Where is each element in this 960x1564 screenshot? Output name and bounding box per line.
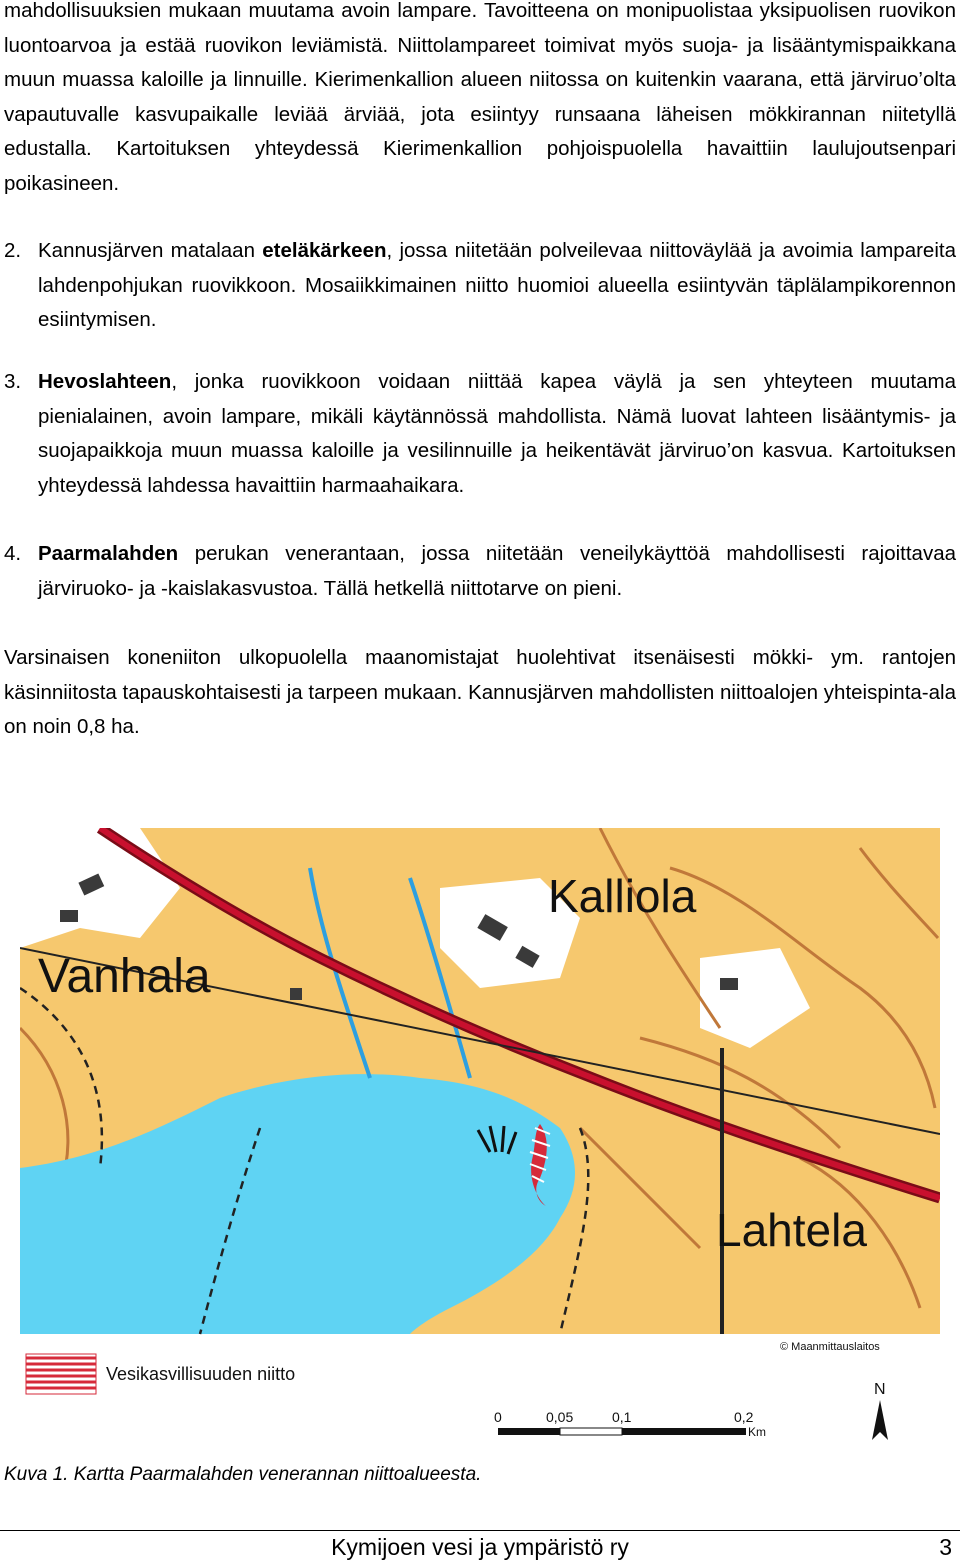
item-paragraph-4 xyxy=(38,537,956,606)
north-arrow xyxy=(872,1381,888,1440)
place-label-lahtela: Lahtela xyxy=(716,1204,867,1256)
map-figure xyxy=(20,828,940,1454)
place-label-kalliola: Kalliola xyxy=(548,870,697,922)
footer-organization: Kymijoen vesi ja ympäristö ry xyxy=(331,1534,629,1560)
scale-bar xyxy=(494,1409,766,1439)
item-text-after: perukan venerantaan, jossa niitetään veneilykäyttöä mahdollisesti rajoittavaa järviruoko- ja -kaislakasvustoa. Tällä hetkellä niittotarve on pieni. xyxy=(38,542,956,600)
item-paragraph-3 xyxy=(38,365,956,503)
item-text-before: Kannusjärven matalaan xyxy=(38,239,263,262)
item-number: 3. xyxy=(4,370,22,393)
figure-caption: Kuva 1. Kartta Paarmalahden venerannan niittoalueesta. xyxy=(4,1464,482,1485)
item-paragraph-2 xyxy=(38,234,956,338)
legend-label: Vesikasvillisuuden niitto xyxy=(106,1364,296,1384)
item-text-after: , jossa niitetään polveilevaa niittoväylää ja avoimia lampareita lahdenpohjukan ruovikkoon. Mosaiikkimainen niitto huomioi alueella esiintyvän täplälampikorennon esiintymisen. xyxy=(38,239,956,331)
item-text-after: , jonka ruovikkoon voidaan niittää kapea väylä ja sen yhteyteen muutama pienialainen, avoin lampare, mikäli käytännössä mahdollista. Nämä luovat lahteen lisääntymis- ja suojapaikkoja muun muassa kaloille ja vesilinnuille ja heikentävät järviruo’on kasvua. Kartoituksen yhteydessä lahdessa havaittiin harmaahaikara. xyxy=(38,370,956,497)
scale-tick-label: 0,2 xyxy=(734,1409,754,1425)
closing-paragraph: Varsinaisen koneniiton ulkopuolella maanomistajat huolehtivat itsenäisesti mökki- ym. rantojen käsinniitosta tapauskohtaisesti ja tarpeen mukaan. Kannusjärven mahdollisten niittoalojen yhteispinta-ala on noin 0,8 ha. xyxy=(4,646,956,738)
north-arrow-icon xyxy=(872,1400,888,1440)
scale-tick-label: 0,05 xyxy=(546,1409,574,1425)
scale-tick-label: 0,1 xyxy=(612,1409,632,1425)
footer-divider xyxy=(0,1530,960,1531)
north-label: N xyxy=(874,1381,886,1398)
map-svg xyxy=(20,828,940,1454)
scale-tick-label: 0 xyxy=(494,1409,502,1425)
intro-paragraph: mahdollisuuksien mukaan muutama avoin lampare. Tavoitteena on monipuolistaa yksipuolisen ruovikon luontoarvoa ja estää ruovikon leviämistä. Niittolampareet toimivat myös suoja- ja lisääntymispaikkana muun muassa kaloille ja linnuille. Kierimenkallion alueen niitossa on kuitenkin vaarana, että järviruo’olta vapautuvalle kasvupaikalle leviää ärviää, jota esiintyy runsaana läheisen mökkirannan niitetyllä edustalla. Kartoituksen yhteydessä Kierimenkallion pohjoispuolella havaittiin laulujoutsenpari poikasineen. xyxy=(4,0,956,195)
item-bold-term: eteläkärkeen xyxy=(262,239,387,262)
item-number: 4. xyxy=(4,542,22,565)
scale-segment xyxy=(498,1428,560,1435)
item-bold-term: Paarmalahden xyxy=(38,542,179,565)
scale-segment xyxy=(560,1428,622,1435)
map-copyright: © Maanmittauslaitos xyxy=(780,1341,880,1353)
item-number: 2. xyxy=(4,239,22,262)
scale-segment xyxy=(622,1428,746,1435)
legend xyxy=(26,1354,295,1394)
scale-unit: Km xyxy=(748,1425,766,1439)
page-number: 3 xyxy=(939,1534,952,1560)
item-bold-term: Hevoslahteen xyxy=(38,370,172,393)
place-label-vanhala: Vanhala xyxy=(38,950,211,1003)
